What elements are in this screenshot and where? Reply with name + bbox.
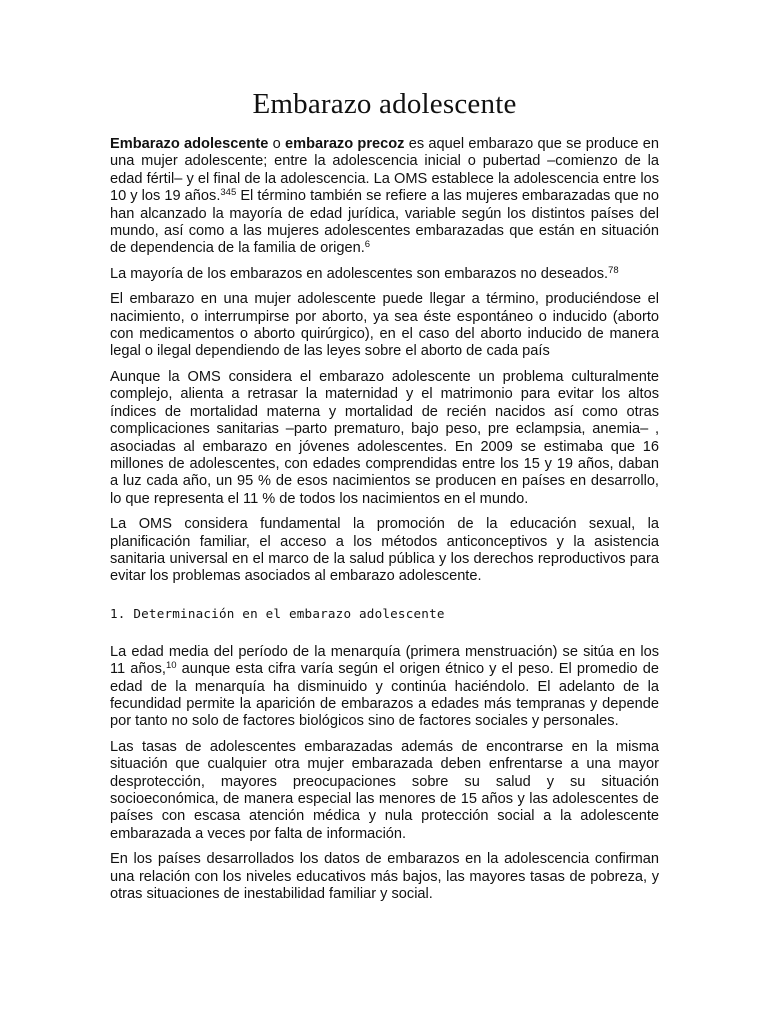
paragraph-text: aunque esta cifra varía según el origen étnico y el peso. El promedio de edad de la menarquía ha disminuido y continúa haciéndolo. El adelanto de la fecundidad permite la aparición de embarazos a edades más tempranas y depende por tanto no solo de factores biológicos sino de factores sociales y personales. [110,661,659,730]
paragraph-oms-education: La OMS considera fundamental la promoción de la educación sexual, la planificación familiar, el acceso a los métodos anticonceptivos y la asistencia sanitaria universal en el marco de la salud pública y los derechos reproductivos para evitar los problemas asociados al embarazo adolescente. [110,516,659,585]
paragraph-unwanted-pregnancies [110,266,659,283]
paragraph-menarche [110,644,659,731]
document-title: Embarazo adolescente [252,88,517,120]
paragraph-rates: Las tasas de adolescentes embarazadas además de encontrarse en la misma situación que cualquier otra mujer embarazada deben enfrentarse a una mayor desprotección, mayores preocupaciones sobre su salud y su situación socioeconómica, de manera especial las menores de 15 años y las adolescentes de países con escasa atención médica y nula protección social a la adolescente embarazada a veces por falta de información. [110,738,659,842]
intro-paragraph [110,136,659,258]
document-page [110,86,659,911]
paragraph-text: La mayoría de los embarazos en adolescentes son embarazos no deseados. [110,265,609,282]
term-embarazo-adolescente: Embarazo adolescente [110,136,269,152]
paragraph-text: La edad media del período de la menarquía (primera menstruación) se sitúa en los 11 años, [110,643,659,678]
paragraph-oms-complications: Aunque la OMS considera el embarazo adolescente un problema culturalmente complejo, alienta a retrasar la maternidad y el matrimonio para evitar los altos índices de mortalidad materna y mortalidad de recién nacidos así como otras complicaciones sanitarias –parto prematuro, bajo peso, pre eclampsia, anemia– , asociadas al embarazo en jóvenes adolescentes. En 2009 se estimaba que 16 millones de adolescentes, con edades comprendidas entre los 15 y 19 años, daban a luz cada año, un 95 % de esos nacimientos se producen en países en desarrollo, lo que representa el 11 % de todos los nacimientos en el mundo. [110,368,659,507]
footnote-ref[interactable]: 10 [165,660,177,672]
footnote-ref[interactable]: 345 [220,187,237,199]
footnote-ref[interactable]: 78 [608,264,619,276]
term-embarazo-precoz: embarazo precoz [285,136,405,152]
intro-conjunction: o [268,136,286,152]
section-heading: 1. Determinación en el embarazo adolescente [110,605,445,621]
paragraph-developed-countries: En los países desarrollados los datos de embarazos en la adolescencia confirman una relación con los niveles educativos más bajos, las mayores tasas de pobreza, y otras situaciones de inestabilidad familiar y social. [110,851,659,903]
footnote-ref[interactable]: 6 [364,239,371,251]
paragraph-outcomes: El embarazo en una mujer adolescente puede llegar a término, produciéndose el nacimiento, o interrumpirse por aborto, ya sea éste espontáneo o inducido (aborto con medicamentos o aborto quirúrgico), en el caso del aborto inducido de manera legal o ilegal dependiendo de las leyes sobre el aborto de cada país [110,291,659,360]
intro-text-b: El término también se refiere a las mujeres embarazadas que no han alcanzado la mayoría de edad jurídica, variable según los distintos países del mundo, así como a las mujeres adolescentes embarazadas que están en situación de dependencia de la familia de origen. [110,188,659,257]
intro-text-a: es aquel embarazo que se produce en una mujer adolescente; entre la adolescencia inicial o pubertad –comienzo de la edad fértil– y el final de la adolescencia. La OMS establece la adolescencia entre los 10 y los 19 años. [110,136,659,205]
